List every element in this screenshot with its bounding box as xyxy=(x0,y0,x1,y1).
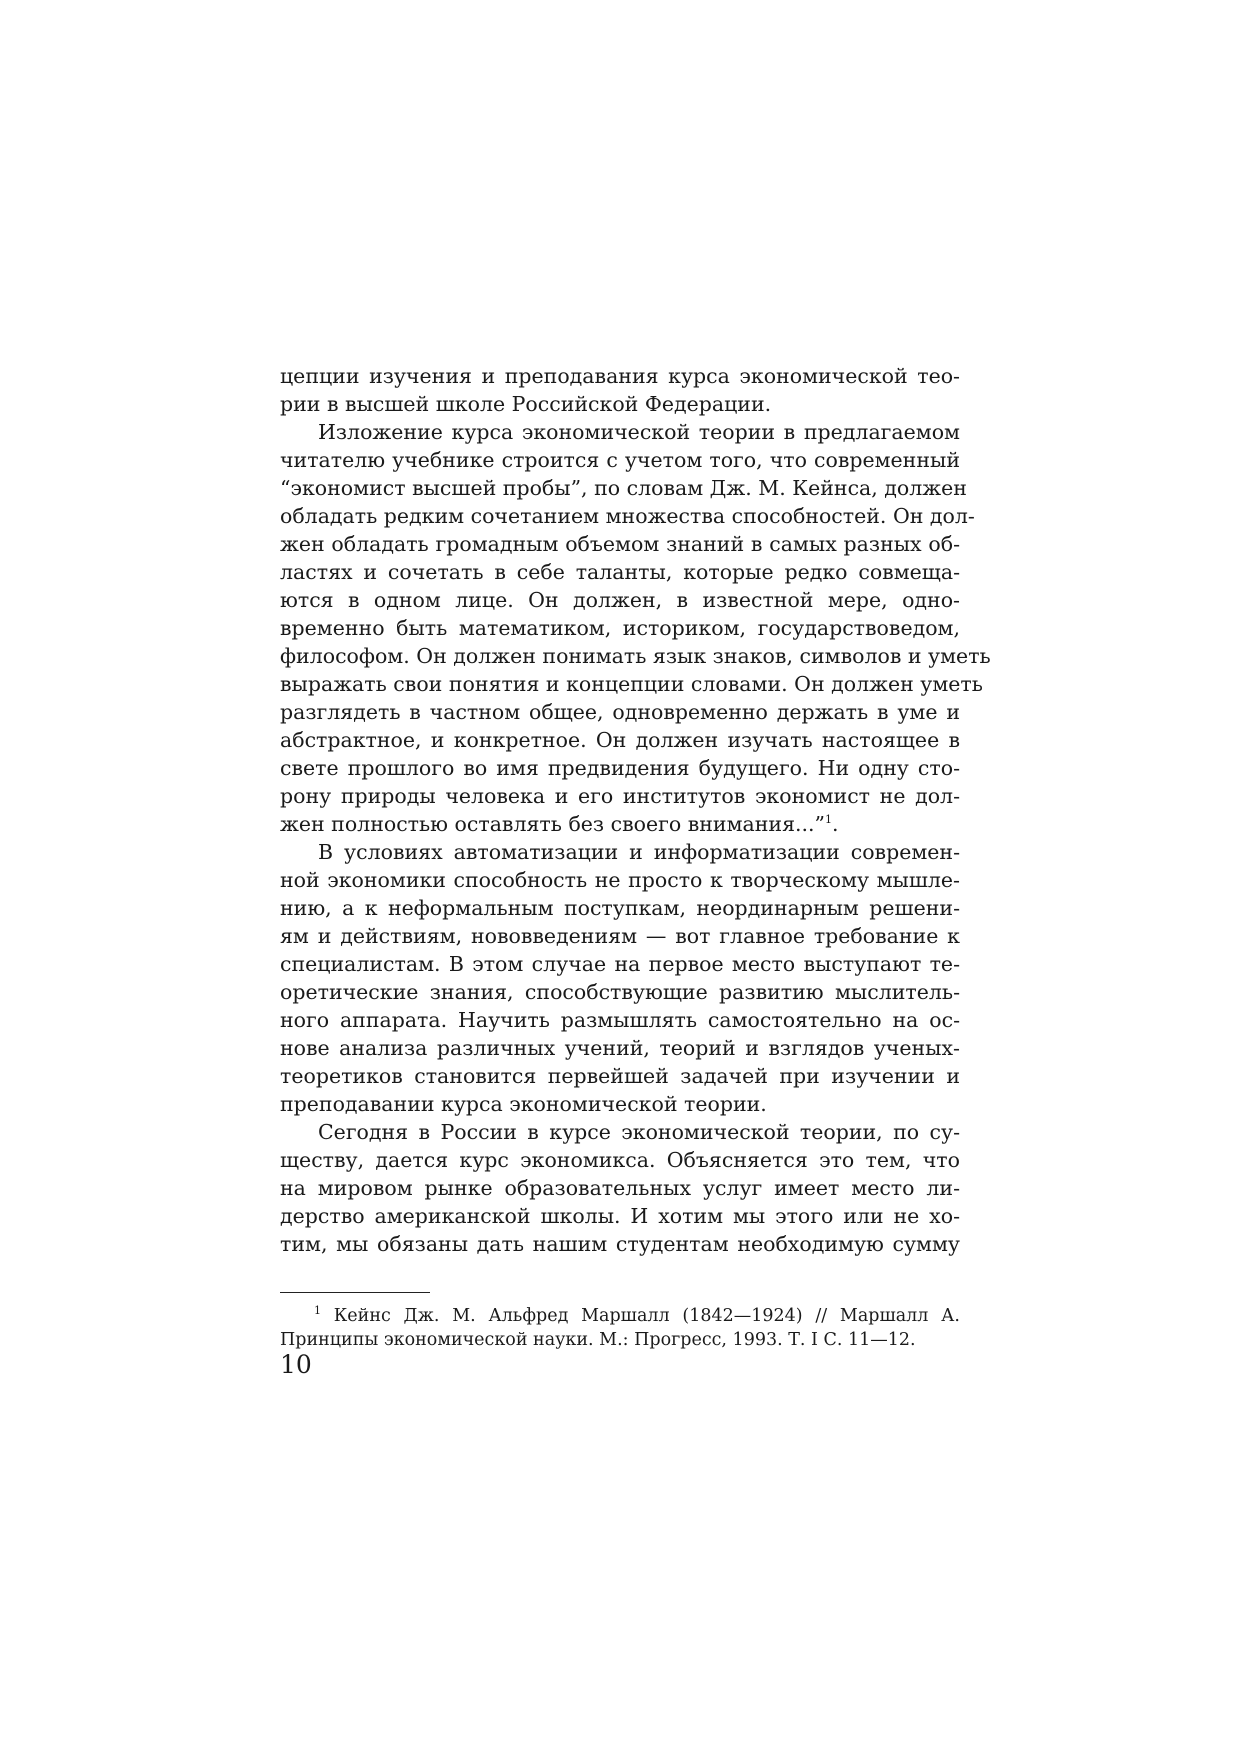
text-line xyxy=(280,698,960,726)
text-line xyxy=(280,502,975,530)
text-line-content: Сегодня в России в курсе экономической теории, по су- xyxy=(318,1120,960,1144)
text-line-content: ластях и сочетать в себе таланты, которые редко совмеща- xyxy=(280,560,960,584)
text-line xyxy=(280,1034,960,1062)
text-line-content: цепции изучения и преподавания курса экономической тео- xyxy=(280,364,960,388)
text-line xyxy=(280,922,960,950)
text-line-content: разглядеть в частном общее, одновременно держать в уме и xyxy=(280,700,960,724)
text-line xyxy=(280,1062,960,1090)
text-line xyxy=(280,418,960,446)
text-line-content: ществу, дается курс экономикса. Объясняется это тем, что xyxy=(280,1148,960,1172)
text-line xyxy=(280,838,960,866)
text-line xyxy=(280,978,960,1006)
text-line-content: обладать редким сочетанием множества способностей. Он дол- xyxy=(280,504,975,528)
text-line-content: дерство американской школы. И хотим мы этого или не хо- xyxy=(280,1204,960,1228)
text-line xyxy=(280,866,960,894)
text-line-content: нове анализа различных учений, теорий и взглядов ученых- xyxy=(280,1036,960,1060)
text-line xyxy=(280,1118,960,1146)
text-line xyxy=(280,642,991,670)
text-line xyxy=(280,530,960,558)
page-number: 10 xyxy=(280,1350,312,1379)
text-line-content: свете прошлого во имя предвидения будущего. Ни одну сто- xyxy=(280,756,960,780)
text-line-content: оретические знания, способствующие развитию мыслитель- xyxy=(280,980,960,1004)
text-line-content: рии в высшей школе Российской Федерации. xyxy=(280,392,772,416)
text-line-content: абстрактное, и конкретное. Он должен изучать настоящее в xyxy=(280,728,960,752)
text-line xyxy=(280,726,960,754)
text-line-content: Изложение курса экономической теории в предлагаемом xyxy=(318,420,960,444)
text-line xyxy=(280,390,960,418)
text-line-content: ного аппарата. Научить размышлять самостоятельно на ос- xyxy=(280,1008,960,1032)
text-line-content: В условиях автоматизации и информатизации современ- xyxy=(318,840,960,864)
text-line xyxy=(280,474,967,502)
footnote-line-2: Принципы экономической науки. М.: Прогресс, 1993. Т. I С. 11—12. xyxy=(280,1330,916,1350)
text-line-content: специалистам. В этом случае на первое место выступают те- xyxy=(280,952,960,976)
text-line-content: ются в одном лице. Он должен, в известной мере, одно- xyxy=(280,588,960,612)
body-text xyxy=(280,362,991,1258)
footnote-text-1: Кейнс Дж. М. Альфред Маршалл (1842—1924) // Маршалл А. xyxy=(333,1306,960,1326)
text-line-content: на мировом рынке образовательных услуг имеет место ли- xyxy=(280,1176,960,1200)
text-line xyxy=(280,1006,960,1034)
text-line xyxy=(280,1146,960,1174)
text-line-content: теоретиков становится первейшей задачей при изучении и xyxy=(280,1064,960,1088)
text-line-content: выражать свои понятия и концепции словами. Он должен уметь xyxy=(280,672,983,696)
text-line-content: тим, мы обязаны дать нашим студентам необходимую сумму xyxy=(280,1232,960,1256)
text-line-content: нию, а к неформальным поступкам, неординарным решени- xyxy=(280,896,960,920)
text-line xyxy=(280,586,960,614)
text-line xyxy=(280,670,983,698)
text-line xyxy=(280,950,960,978)
text-line xyxy=(280,1090,960,1118)
text-line-content: ям и действиям, нововведениям — вот главное требование к xyxy=(280,924,960,948)
text-line xyxy=(280,614,960,642)
text-line-punctuation: . xyxy=(832,812,839,836)
footnote-reference: 1 xyxy=(825,813,833,827)
footnote-line-1 xyxy=(280,1304,960,1328)
text-line xyxy=(280,1174,960,1202)
text-line xyxy=(280,362,960,390)
text-line-content: читателю учебнике строится с учетом того, что современный xyxy=(280,448,960,472)
text-line xyxy=(280,1230,960,1258)
footnotes xyxy=(280,1304,960,1352)
text-line xyxy=(280,754,960,782)
text-line-content: жен обладать громадным объемом знаний в самых разных об- xyxy=(280,532,960,556)
text-line-content: философом. Он должен понимать язык знаков, символов и уметь xyxy=(280,644,991,668)
text-line-content: временно быть математиком, историком, государствоведом, xyxy=(280,616,960,640)
text-line-content: рону природы человека и его институтов экономист не дол- xyxy=(280,784,960,808)
text-line xyxy=(280,1202,960,1230)
text-line-content: ной экономики способность не просто к творческому мышле- xyxy=(280,868,960,892)
text-line xyxy=(280,446,960,474)
footnote-marker: 1 xyxy=(314,1304,321,1318)
footnote-divider xyxy=(280,1292,430,1293)
text-line-content: “экономист высшей пробы”, по словам Дж. М. Кейнса, должен xyxy=(280,476,967,500)
text-line xyxy=(280,810,960,838)
text-line-content: преподавании курса экономической теории. xyxy=(280,1092,767,1116)
text-line xyxy=(280,558,960,586)
text-line xyxy=(280,894,960,922)
text-line xyxy=(280,782,960,810)
text-line-content: жен полностью оставлять без своего внимания...” xyxy=(280,812,826,836)
